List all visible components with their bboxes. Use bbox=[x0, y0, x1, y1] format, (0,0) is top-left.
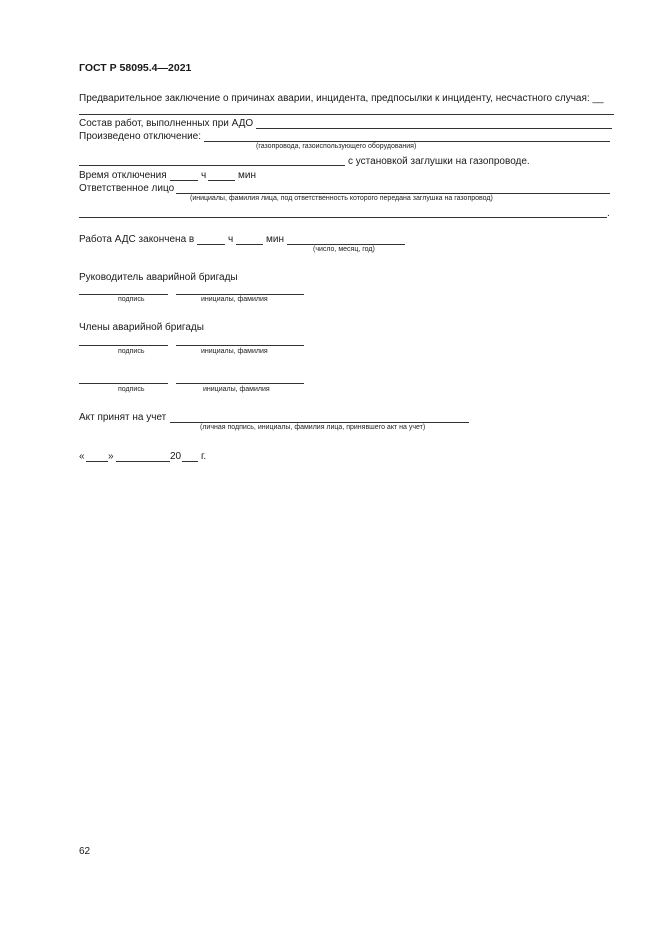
member2-signature-line[interactable] bbox=[79, 383, 168, 384]
member2-signature-caption: подпись bbox=[118, 386, 145, 393]
member1-signature-line[interactable] bbox=[79, 345, 168, 346]
member1-initials-line[interactable] bbox=[176, 345, 304, 346]
conclusion-line[interactable] bbox=[79, 114, 614, 115]
finish-minutes-line[interactable] bbox=[236, 244, 263, 245]
ads-work-finished-label: Работа АДС закончена в bbox=[79, 234, 195, 245]
date-close-quote: » bbox=[108, 451, 114, 462]
member1-initials-caption: инициалы, фамилия bbox=[201, 348, 268, 355]
disconnection-object-line[interactable] bbox=[79, 165, 345, 166]
act-accepted-line[interactable] bbox=[170, 422, 469, 423]
finish-hours-line[interactable] bbox=[197, 244, 225, 245]
responsible-caption: (инициалы, фамилия лица, под ответственность которого передана заглушка на газопровод) bbox=[190, 195, 493, 202]
disconnection-caption: (газопровода, газоиспользующего оборудования) bbox=[256, 143, 417, 150]
act-caption: (личная подпись, инициалы, фамилия лица, принявшего акт на учет) bbox=[200, 424, 426, 431]
minutes-abbr: мин bbox=[238, 170, 256, 181]
works-composition-label: Состав работ, выполненных при АДО bbox=[79, 118, 254, 129]
date-year-line[interactable] bbox=[182, 461, 198, 462]
date-day-line[interactable] bbox=[86, 461, 108, 462]
team-members-label: Члены аварийной бригады bbox=[79, 322, 204, 333]
finish-date-line[interactable] bbox=[287, 244, 405, 245]
disconnection-line[interactable] bbox=[204, 141, 610, 142]
member1-signature-caption: подпись bbox=[118, 348, 145, 355]
doc-number: ГОСТ Р 58095.4—2021 bbox=[79, 62, 192, 74]
plug-installed-text: с установкой заглушки на газопроводе. bbox=[348, 156, 530, 167]
works-composition-line[interactable] bbox=[256, 128, 612, 129]
end-period: . bbox=[607, 208, 610, 219]
date-month-line[interactable] bbox=[116, 461, 170, 462]
page-number: 62 bbox=[79, 846, 91, 857]
disconnection-time-label: Время отключения bbox=[79, 170, 167, 181]
member2-initials-caption: инициалы, фамилия bbox=[203, 386, 270, 393]
finish-hours-abbr: ч bbox=[228, 234, 234, 245]
leader-signature-caption: подпись bbox=[118, 296, 145, 303]
act-accepted-label: Акт принят на учет bbox=[79, 412, 167, 423]
team-leader-label: Руководитель аварийной бригады bbox=[79, 272, 238, 283]
leader-signature-line[interactable] bbox=[79, 294, 168, 295]
member2-initials-line[interactable] bbox=[176, 383, 304, 384]
date-open-quote: « bbox=[79, 451, 85, 462]
disconnection-hours-line[interactable] bbox=[170, 180, 198, 181]
finish-minutes-abbr: мин bbox=[266, 234, 284, 245]
disconnection-minutes-line[interactable] bbox=[208, 180, 235, 181]
responsible-person-line[interactable] bbox=[176, 193, 610, 194]
year-suffix: г. bbox=[201, 451, 207, 462]
year-prefix: 20 bbox=[170, 451, 182, 462]
hours-abbr: ч bbox=[201, 170, 207, 181]
responsible-person-label: Ответственное лицо bbox=[79, 183, 175, 194]
leader-initials-caption: инициалы, фамилия bbox=[201, 296, 268, 303]
leader-initials-line[interactable] bbox=[176, 294, 304, 295]
extra-line[interactable] bbox=[79, 217, 607, 218]
preliminary-conclusion-label: Предварительное заключение о причинах аварии, инцидента, предпосылки к инциденту, несчастного случая: __ bbox=[79, 93, 604, 104]
date-caption: (число, месяц, год) bbox=[313, 246, 375, 253]
disconnection-label: Произведено отключение: bbox=[79, 131, 202, 142]
